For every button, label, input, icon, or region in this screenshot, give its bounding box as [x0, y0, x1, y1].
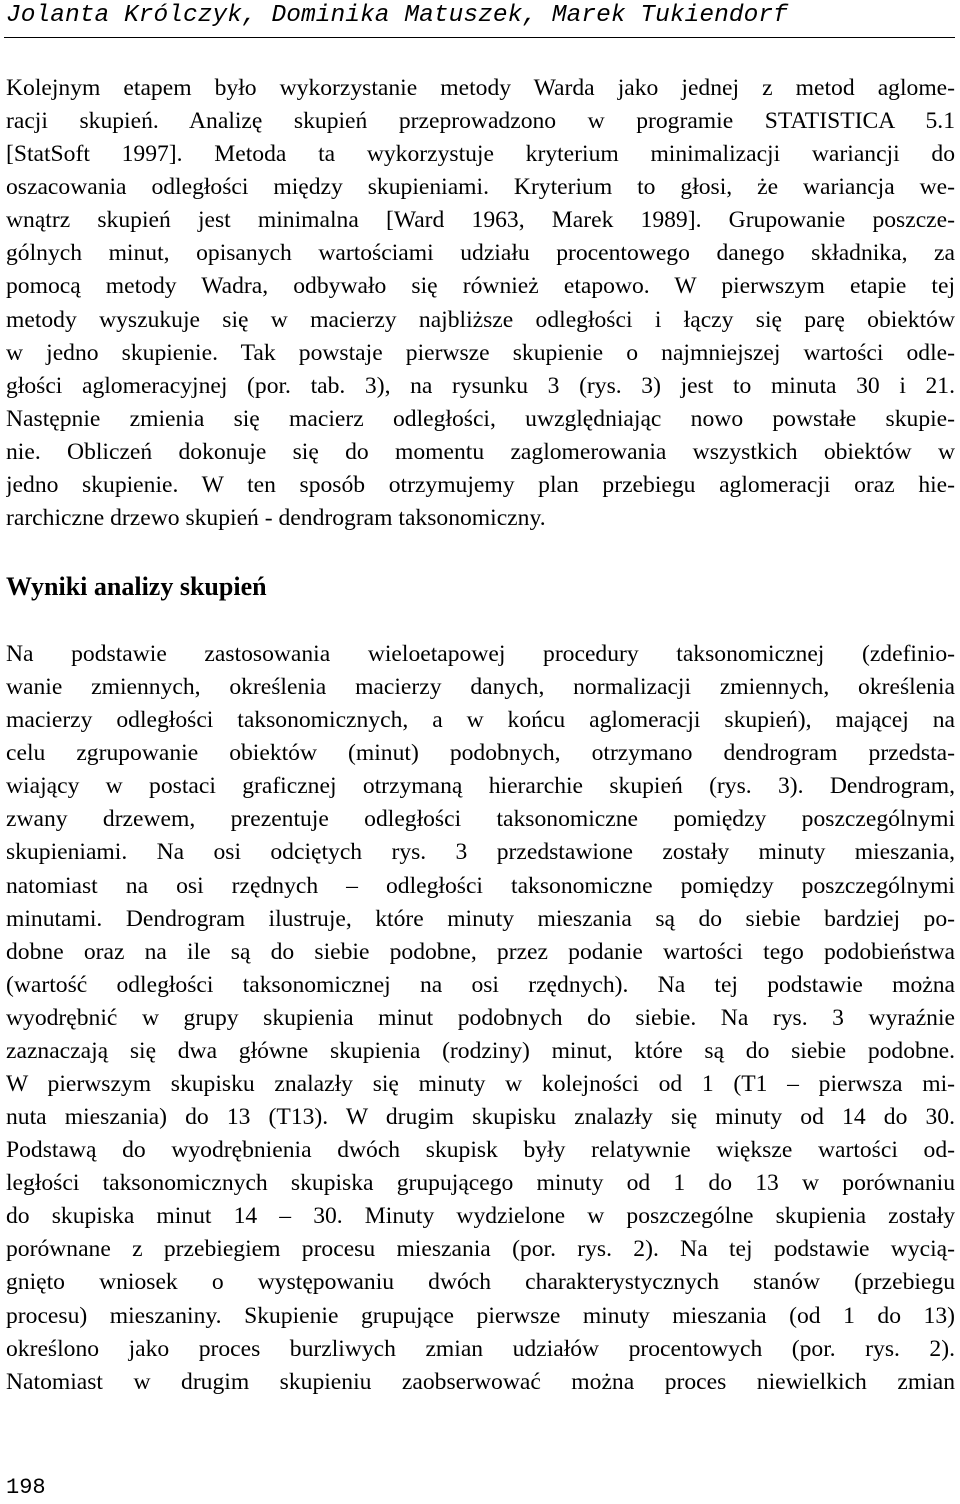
text-line: metody wyszukuje się w macierzy najbliższe odległości i łączy się parę obiektów [6, 306, 955, 333]
paragraph-cluster-results [6, 638, 955, 1399]
text-line: gnięto wniosek o występowaniu dwóch charakterystycznych stanów (przebiegu [6, 1269, 955, 1296]
text-line: [StatSoft 1997]. Metoda ta wykorzystuje kryterium minimalizacji wariancji do [6, 141, 955, 168]
paragraph-ward-method [6, 72, 955, 535]
text-line: wyodrębnić w grupy skupienia minut podobnych do siebie. Na rys. 3 wyraźnie [6, 1004, 955, 1031]
text-line: W pierwszym skupisku znalazły się minuty w kolejności od 1 (T1 – pierwsza mi- [6, 1071, 955, 1098]
text-line: głości aglomeracyjnej (por. tab. 3), na rysunku 3 (rys. 3) jest to minuta 30 i 21. [6, 372, 955, 399]
text-line: rarchiczne drzewo skupień - dendrogram taksonomiczny. [6, 505, 546, 532]
text-line: Natomiast w drugim skupieniu zaobserwować można proces niewielkich zmian [6, 1368, 955, 1395]
page-number: 198 [6, 1475, 46, 1500]
text-line: celu zgrupowanie obiektów (minut) podobnych, otrzymano dendrogram przedsta- [6, 740, 955, 767]
text-line: pomocą metody Wadra, odbywało się również etapowo. W pierwszym etapie tej [6, 273, 955, 300]
header-rule [4, 37, 955, 38]
text-line: porównane z przebiegiem procesu mieszania (por. rys. 2). Na tej podstawie wycią- [6, 1236, 955, 1263]
text-line: Na podstawie zastosowania wieloetapowej procedury taksonomicznej (zdefinio- [6, 641, 955, 667]
text-line: natomiast na osi rzędnych – odległości taksonomiczne pomiędzy poszczególnymi [6, 872, 955, 899]
text-line: macierzy odległości taksonomicznych, a w końcu aglomeracji skupień), mającej na [6, 707, 955, 734]
text-line: oszacowania odległości między skupieniami. Kryterium to głosi, że wariancja we- [6, 174, 955, 201]
text-line: zaznaczają się dwa główne skupienia (rodziny) minut, które są do siebie podobne. [6, 1037, 955, 1064]
text-line: jedno skupienie. W ten sposób otrzymujemy plan przebiegu aglomeracji oraz hie- [6, 471, 955, 498]
running-header: Jolanta Królczyk, Dominika Matuszek, Marek Tukiendorf [6, 2, 788, 29]
text-line: wnątrz skupień jest minimalna [Ward 1963, Marek 1989]. Grupowanie poszcze- [6, 207, 955, 234]
text-line: nie. Obliczeń dokonuje się do momentu zaglomerowania wszystkich obiektów w [6, 438, 955, 465]
section-heading: Wyniki analizy skupień [6, 572, 267, 601]
text-line: określono jako proces burzliwych zmian udziałów procentowych (por. rys. 2). [6, 1335, 955, 1362]
text-line: skupieniami. Na osi odciętych rys. 3 przedstawione zostały minuty mieszania, [6, 839, 955, 866]
text-line: wanie zmiennych, określenia macierzy danych, normalizacji zmiennych, określenia [6, 674, 955, 701]
text-line: (wartość odległości taksonomicznej na osi rzędnych). Na tej podstawie można [6, 971, 955, 998]
text-line: w jedno skupienie. Tak powstaje pierwsze skupienie o najmniejszej wartości odle- [6, 339, 955, 366]
text-line: Podstawą do wyodrębnienia dwóch skupisk były relatywnie większe wartości od- [6, 1137, 955, 1164]
text-line: Kolejnym etapem było wykorzystanie metody Warda jako jednej z metod aglome- [6, 75, 955, 101]
text-line: do skupiska minut 14 – 30. Minuty wydzielone w poszczególne skupienia zostały [6, 1203, 955, 1230]
text-line: minutami. Dendrogram ilustruje, które minuty mieszania są do siebie bardziej po- [6, 905, 955, 932]
text-line: procesu) mieszaniny. Skupienie grupujące pierwsze minuty mieszania (od 1 do 13) [6, 1302, 955, 1329]
text-line: racji skupień. Analizę skupień przeprowadzono w programie STATISTICA 5.1 [6, 108, 955, 135]
text-line: dobne oraz na ile są do siebie podobne, przez podanie wartości tego podobieństwa [6, 938, 955, 965]
text-line: nuta mieszania) do 13 (T13). W drugim skupisku znalazły się minuty od 14 do 30. [6, 1104, 955, 1131]
text-line: wiający w postaci graficznej otrzymaną hierarchie skupień (rys. 3). Dendrogram, [6, 773, 955, 800]
text-line: gólnych minut, opisanych wartościami udziału procentowego danego składnika, za [6, 240, 955, 267]
text-line: zwany drzewem, prezentuje odległości taksonomiczne pomiędzy poszczególnymi [6, 806, 955, 833]
text-line: Następnie zmienia się macierz odległości, uwzględniając nowo powstałe skupie- [6, 405, 955, 432]
text-line: ległości taksonomicznych skupiska grupującego minuty od 1 do 13 w porównaniu [6, 1170, 955, 1197]
